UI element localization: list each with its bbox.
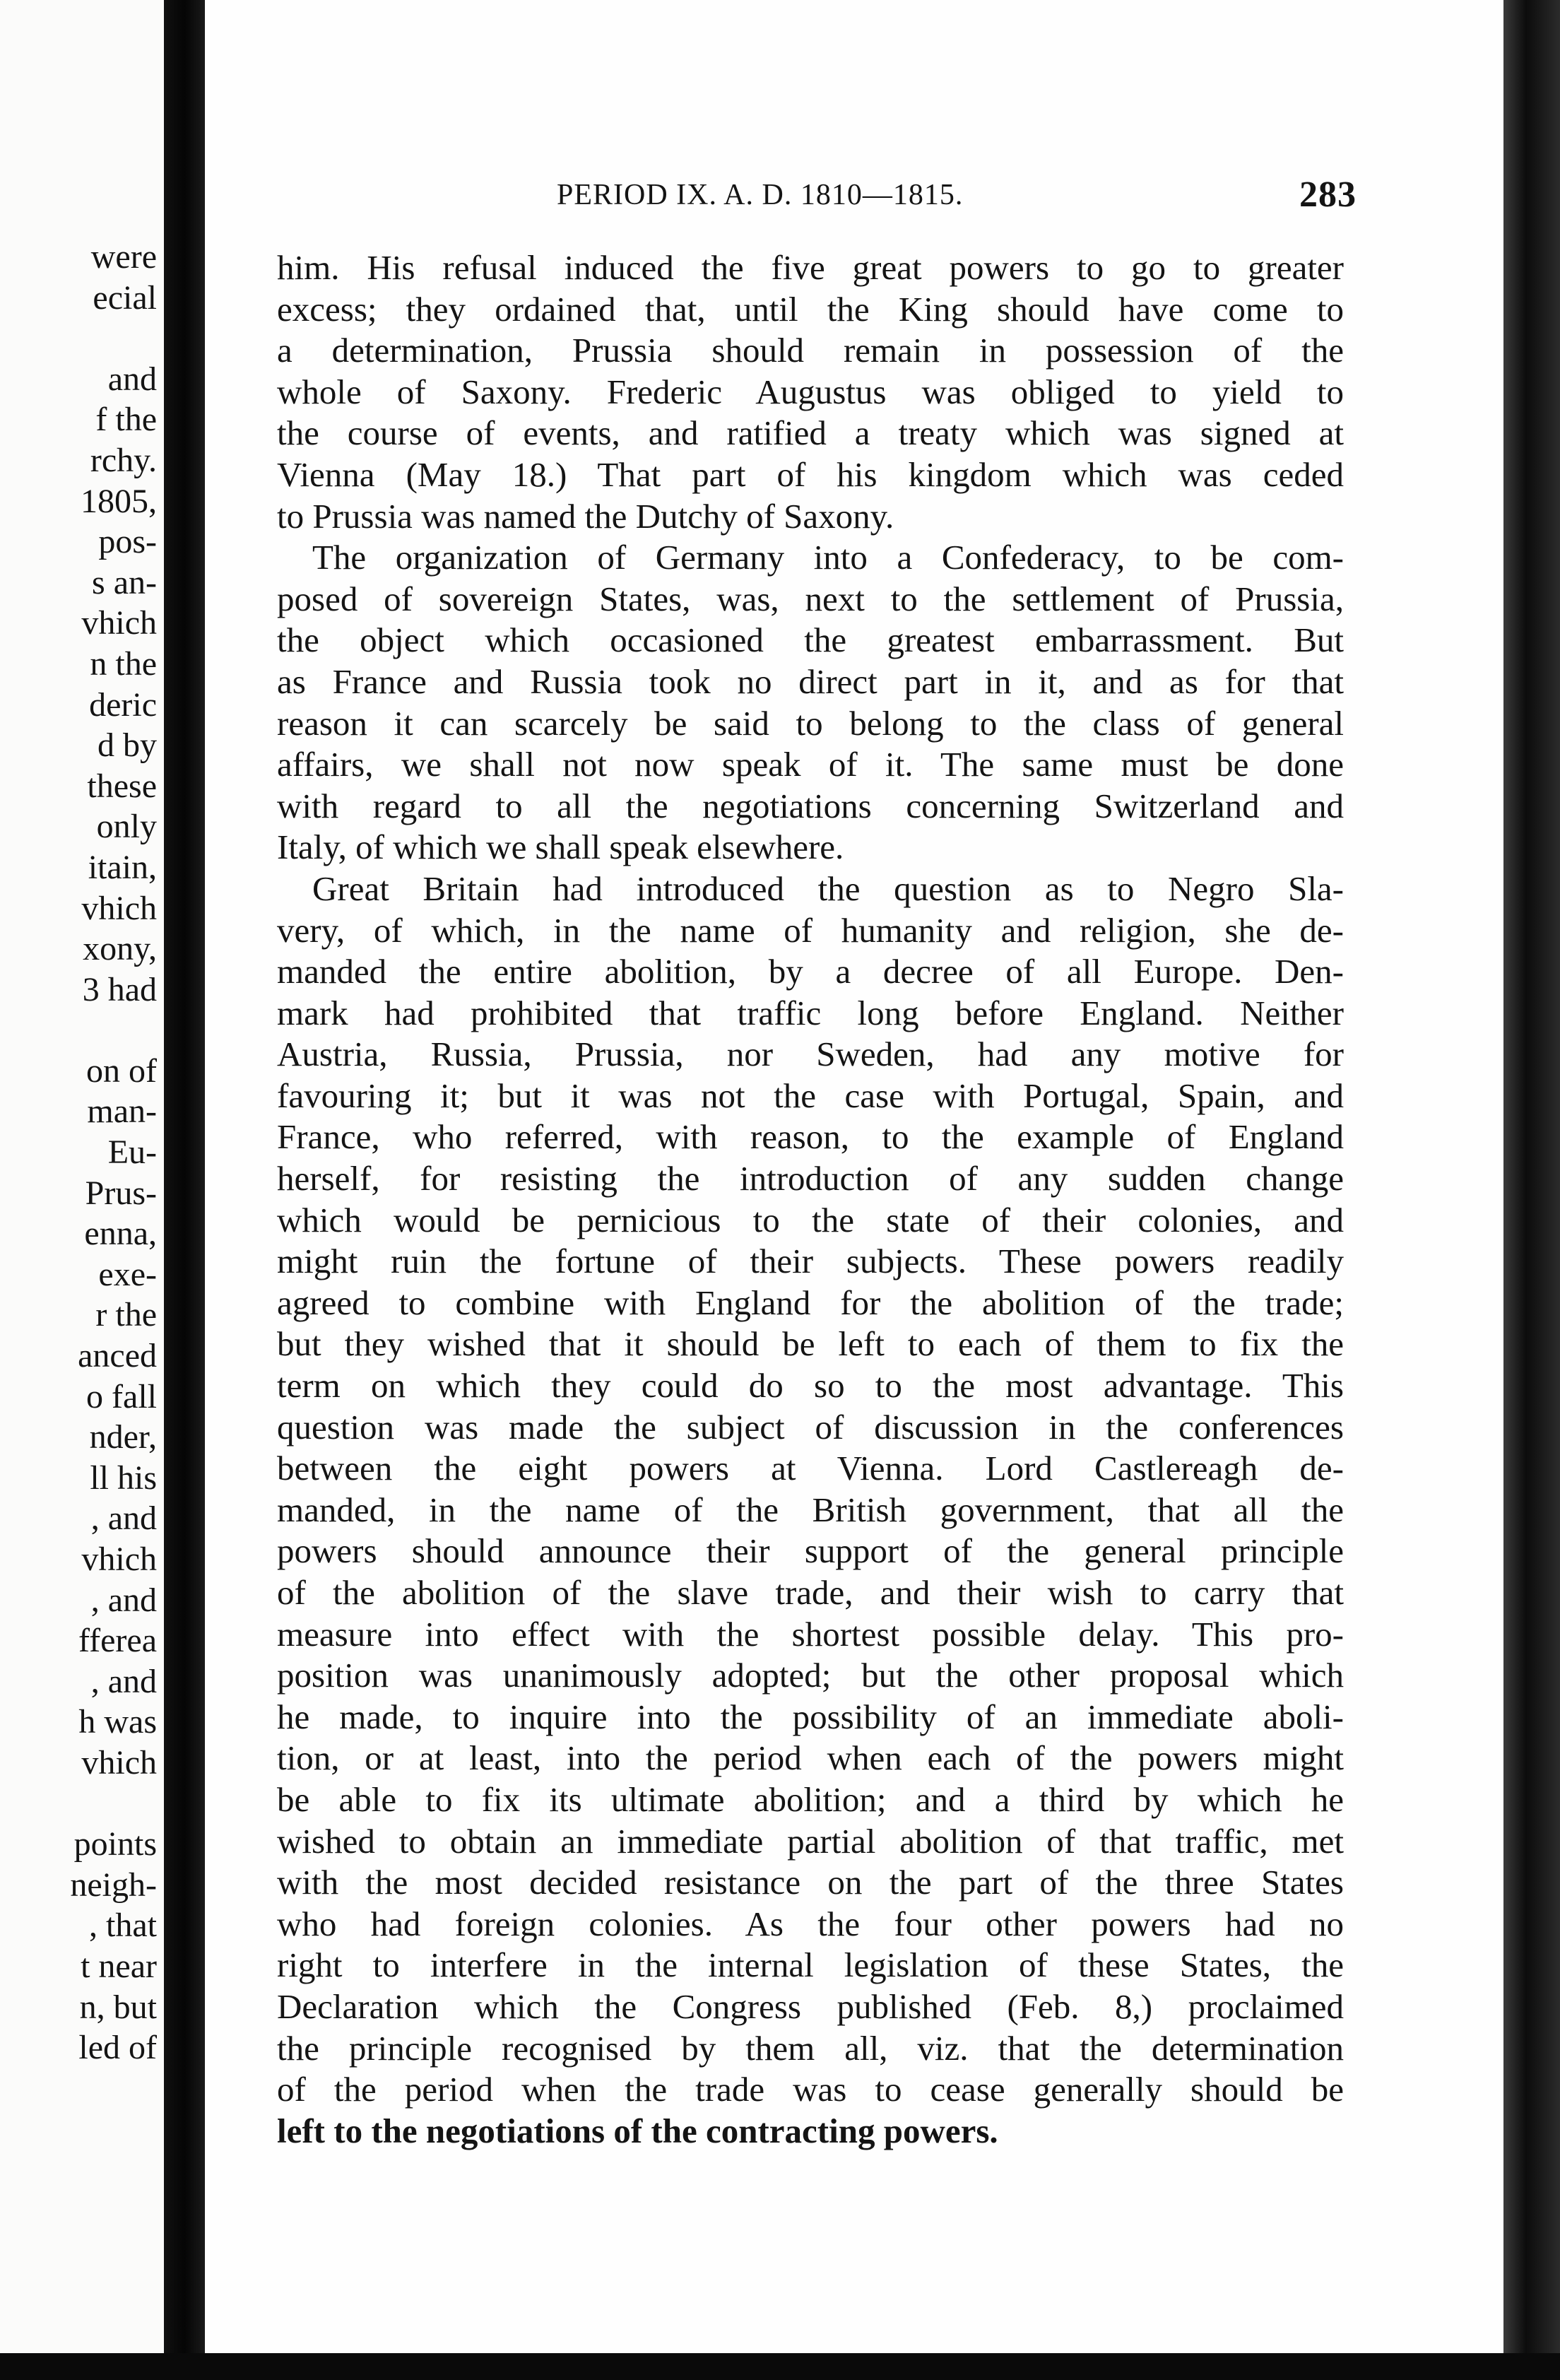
left-page-fragment [0,318,164,359]
left-page-fragment: deric [89,685,157,724]
left-page-fragment: 3 had [82,970,157,1008]
left-page-fragment: on of [86,1051,157,1090]
left-page-fragment: fferea [78,1622,157,1660]
text-line: a determination, Prussia should remain in possession of the [277,331,1344,370]
left-page-fragment: 1805, [81,482,157,520]
left-page-fragment: vhich [81,1540,157,1578]
left-page-fragment: points [73,1825,157,1863]
text-line: measure into effect with the shortest possible delay. This pro- [277,1614,1344,1654]
text-line: of the abolition of the slave trade, and their wish to carry that [277,1573,1344,1612]
text-line: term on which they could do so to the most advantage. This [277,1366,1344,1406]
text-line: the principle recognised by them all, viz. that the determination [277,2028,1344,2068]
left-page-fragment: man- [87,1092,157,1131]
text-line: wished to obtain an immediate partial abolition of that traffic, met [277,1821,1344,1861]
left-page-fragment: vhich [81,889,157,927]
book-gutter [164,0,205,2380]
text-line: manded, in the name of the British government, that all the [277,1490,1344,1529]
text-line: excess; they ordained that, until the King should have come to [277,289,1344,329]
text-line: who had foreign colonies. As the four other powers had no [277,1904,1344,1943]
text-line: but they wished that it should be left to each of them to fix the [277,1324,1344,1364]
left-page-fragment: n, but [79,1988,157,2026]
left-page-fragment: vhich [81,1743,157,1781]
left-page-fragment: exe- [98,1255,157,1293]
text-line: the object which occasioned the greatest embarrassment. But [277,620,1344,660]
text-line: The organization of Germany into a Confederacy, to be com- [312,538,1344,577]
left-page-fragment: , and [90,1500,157,1538]
left-page-fragment: neigh- [70,1866,157,1904]
text-line: right to interfere in the internal legislation of these States, the [277,1945,1344,1985]
left-page-fragment: these [87,767,157,805]
text-line: Declaration which the Congress published (Feb. 8,) proclaimed [277,1986,1344,2026]
text-line: left to the negotiations of the contracting powers. [277,2111,998,2150]
left-page-fragment: xony, [83,930,157,968]
text-line: between the eight powers at Vienna. Lord Castlereagh de- [277,1449,1344,1488]
text-line: to Prussia was named the Dutchy of Saxony. [277,496,894,536]
left-page-fragment: led of [78,2029,157,2067]
text-line: might ruin the fortune of their subjects. These powers readily [277,1242,1344,1281]
running-head [353,174,1357,216]
text-line: position was unanimously adopted; but the other proposal which [277,1656,1344,1695]
text-line: mark had prohibited that traffic long before England. Neither [277,993,1344,1032]
running-head-title: PERIOD IX. A. D. 1810—1815. [557,179,964,211]
text-line: posed of sovereign States, was, next to the settlement of Prussia, [277,579,1344,618]
left-page-fragment: nder, [89,1418,157,1456]
text-line: whole of Saxony. Frederic Augustus was obliged to yield to [277,372,1344,411]
left-page-fragment: s an- [92,563,157,601]
text-line: with regard to all the negotiations concerning Switzerland and [277,786,1344,825]
text-line: reason it can scarcely be said to belong to the class of general [277,703,1344,743]
left-page-fragment: d by [98,726,157,765]
left-page-fragment: t near [81,1947,157,1985]
text-line: herself, for resisting the introduction of any sudden change [277,1159,1344,1198]
left-page-fragment: o fall [86,1377,157,1415]
left-page-fragment: vhich [81,604,157,642]
text-line: with the most decided resistance on the part of the three States [277,1863,1344,1902]
left-page-fragment: ecial [93,278,157,317]
text-line: he made, to inquire into the possibility of an immediate aboli- [277,1697,1344,1736]
text-line: affairs, we shall not now speak of it. The same must be done [277,745,1344,784]
left-page-fragment: , that [89,1907,157,1945]
left-page-fragment: f the [95,401,157,439]
text-line: as France and Russia took no direct part in it, and as for that [277,661,1344,701]
left-page-fragment: enna, [84,1215,157,1253]
left-page-fragment: itain, [88,848,157,886]
left-page-fragment [0,1010,164,1051]
text-line: be able to fix its ultimate abolition; and a third by which he [277,1779,1344,1819]
left-page-fragment: were [90,238,157,276]
text-line: which would be pernicious to the state of their colonies, and [277,1200,1344,1239]
left-page-fragment: r the [95,1296,157,1334]
text-line: agreed to combine with England for the abolition of the trade; [277,1283,1344,1322]
text-line: powers should announce their support of the general principle [277,1531,1344,1571]
text-line: France, who referred, with reason, to the example of England [277,1117,1344,1157]
text-line: manded the entire abolition, by a decree of all Europe. Den- [277,952,1344,991]
left-page-fragment: ll his [90,1459,157,1497]
left-page-fragment: anced [78,1337,157,1375]
scan-bottom-edge [0,2353,1560,2380]
left-page-fragment: Eu- [107,1133,157,1172]
left-page-fragment: Prus- [85,1174,157,1212]
left-page-fragment: n the [90,644,157,683]
page-number: 283 [1299,175,1357,215]
text-line: him. His refusal induced the five great powers to go to greater [277,248,1344,287]
text-line: favouring it; but it was not the case with Portugal, Spain, and [277,1076,1344,1115]
text-line: Austria, Russia, Prussia, nor Sweden, had any motive for [277,1035,1344,1074]
body-text [277,247,1344,2152]
left-page-fragment: and [107,360,157,398]
text-line: very, of which, in the name of humanity and religion, she de- [277,910,1344,950]
left-page-fragment: , and [90,1662,157,1700]
left-facing-page [0,0,164,2380]
text-line: Great Britain had introduced the question as to Negro Sla- [312,868,1344,908]
text-line: of the period when the trade was to cease generally should be [277,2070,1344,2109]
left-page-text-fragments [0,237,164,2068]
left-page-fragment: only [96,808,157,846]
left-page-fragment: rchy. [90,441,157,479]
left-page-fragment: , and [90,1581,157,1619]
left-page-fragment: h was [78,1703,157,1741]
text-line: Italy, of which we shall speak elsewhere. [277,827,844,867]
left-page-fragment [0,1784,164,1825]
text-line: the course of events, and ratified a treaty which was signed at [277,413,1344,453]
left-page-fragment: pos- [98,523,157,561]
text-line: tion, or at least, into the period when each of the powers might [277,1738,1344,1778]
text-line: question was made the subject of discussion in the conferences [277,1407,1344,1447]
page-edge-shadow [1503,0,1560,2380]
text-line: Vienna (May 18.) That part of his kingdom which was ceded [277,454,1344,494]
